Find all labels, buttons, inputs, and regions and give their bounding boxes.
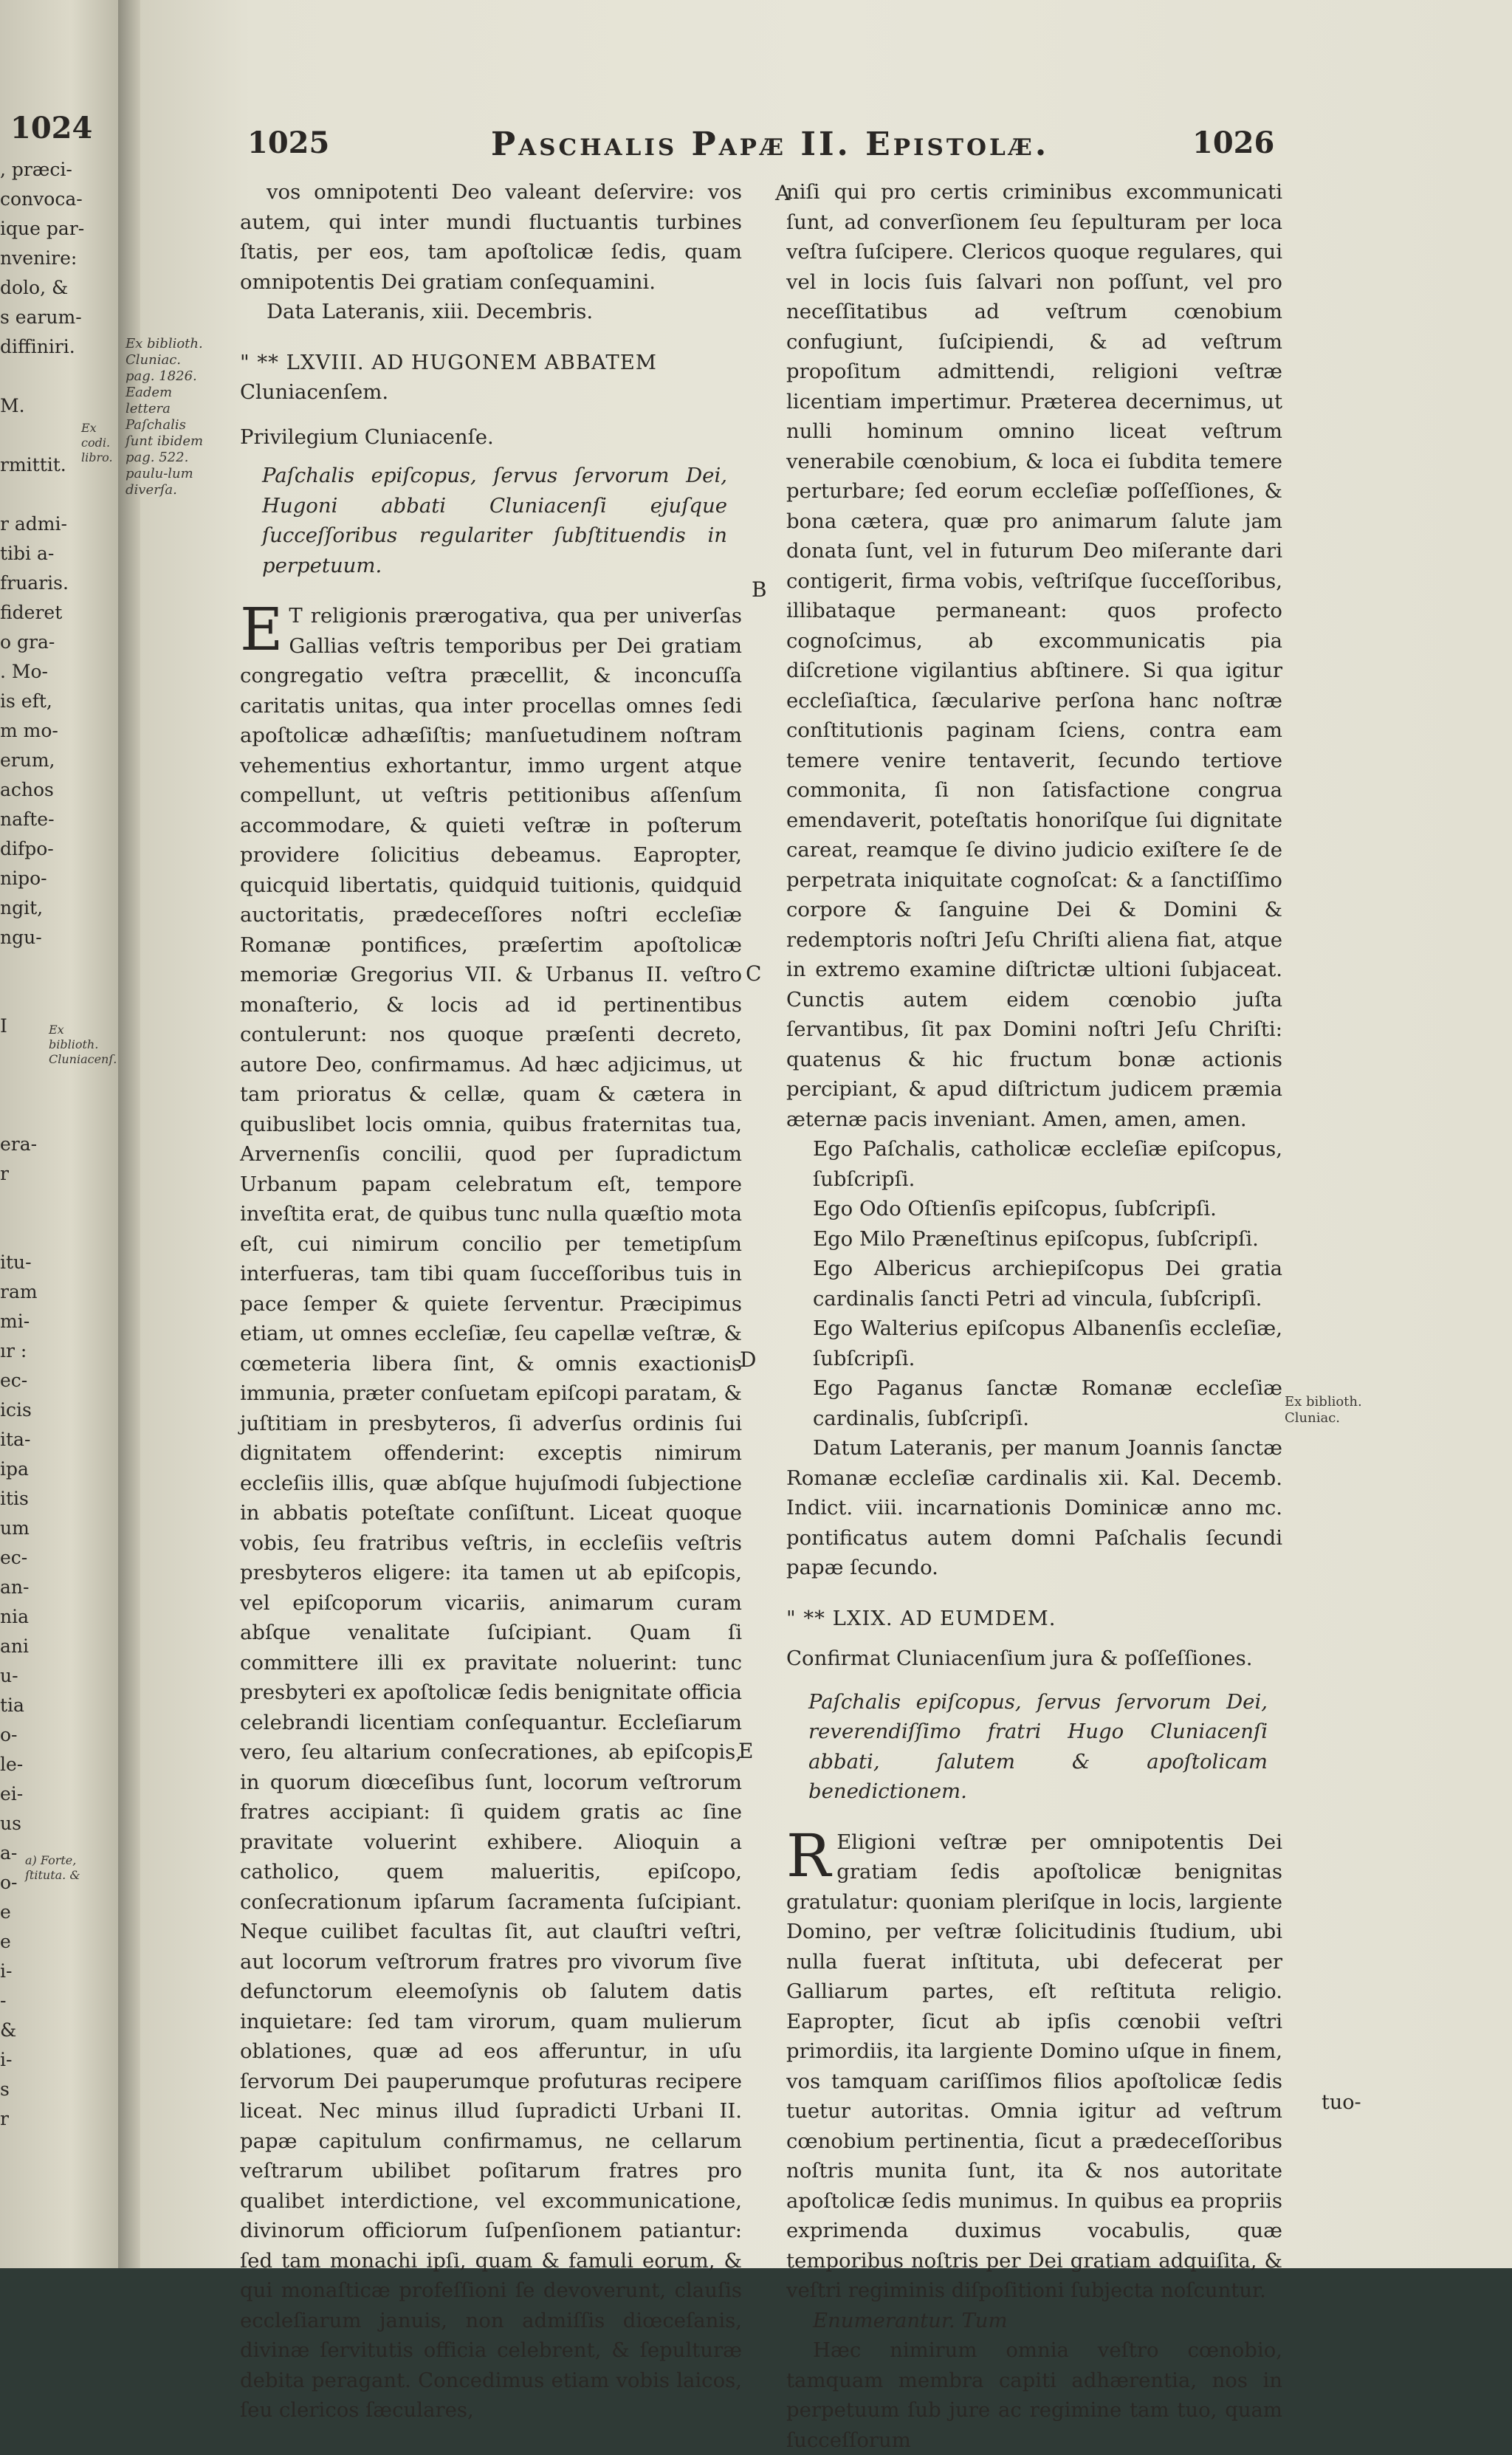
left-page-number: 1025 [247,126,330,160]
previous-page-fragment [0,362,111,391]
previous-page-fragment: ec- [0,1547,28,1568]
signature-line: Ego Albericus archiepiſcopus Dei gratia cardinalis ſancti Petri ad vincula, ſubſcripſi. [813,1257,1282,1311]
previous-page-fragment: fruaris. [0,572,69,594]
signature-line: Ego Walterius epiſcopus Albanenſis eccleſiæ, ſubſcripſi. [813,1316,1282,1370]
letter-heading-recipient: Cluniacenſem. [240,380,389,404]
previous-page-fragment: us [0,1813,21,1834]
date-line: Data Lateranis, xiii. Decembris. [267,300,594,323]
previous-page-fragment: ani [0,1635,30,1657]
previous-page-edge [0,0,118,2268]
left-column [240,177,742,2425]
previous-page-fragment: a- [0,1842,18,1864]
previous-page-fragment: e [0,1901,11,1923]
previous-page-fragment: r admi- [0,513,67,535]
previous-page-fragment: tibi a- [0,543,55,564]
previous-page-note: Ex codi. libro. [81,421,113,464]
signature-line: Ego Paſchalis, catholicæ eccleſiæ epiſcopus, ſubſcripſi. [813,1137,1282,1191]
previous-page-fragment: i- [0,2049,13,2070]
letter-address: Paſchalis epiſcopus, ſervus ſervorum Dei, Hugoni abbati Cluniacenſi ejuſque ſucceſſoribus regulariter ſubſtituendis in perpetuum. [262,464,727,577]
previous-page-fragment: & [0,2019,17,2041]
previous-page-fragment: icis [0,1399,32,1421]
margin-letter-b: B [752,577,767,602]
letter-body-lxix-end: Hæc nimirum omnia veſtro cœnobio, tamquam membra capiti adhærentia, nos in perpetuum ſub jure ac regimine tam tuo, quam ſucceſſorum [786,2338,1282,2452]
margin-letter-d: D [740,1347,757,1372]
previous-page-fragment: convoca- [0,188,83,210]
letter-subtitle-lxix: Confirmat Cluniacenſium jura & poſſeſſiones. [786,1647,1253,1670]
letter-body: ET religionis prærogativa, qua per univerſas Gallias veſtris temporibus per Dei gratiam congregatio veſtra præcellit, & inconcuſſa caritatis unitas, qua inter procellas omnes ſedi apoſtolicæ adhæſiſtis; manſuetudinem noſtram vehementius exhortantur, immo urgent atque compellunt, ut veſtris petitionibus aſſenſum accommodare, & quieti veſtræ in poſterum providere ſolicitius debeamus. Eapropter, quicquid libertatis, quidquid tuitionis, quidquid auctoritatis, prædeceſſores noſtri eccleſiæ Romanæ pontifices, præſertim apoſtolicæ memoriæ Gregorius VII. & Urbanus II. veſtro monaſterio, & locis ad id pertinentibus contulerunt: nos quoque præſenti decreto, autore Deo, confirmamus. Ad hæc adjicimus, ut tam prioratus & cellæ, quam & cætera in quibuslibet locis omnia, quibus fraternitas tua, Arvernenſis concilii, quod per ſupradictum Urbanum papam celebratum eſt, tempore inveſtita erat, de quibus tunc nulla quæſtio mota eſt, cui nimirum concilio per temetipſum interfueras, tam tibi quam ſucceſſoribus tuis in pace ſemper & quiete ſerventur. Præcipimus etiam, ut omnes eccleſiæ, ſeu capellæ veſtræ, & cœmeteria libera ſint, & omnis exactionis immunia, præter conſuetam epiſcopi paratam, & juſtitiam in presbyteros, ſi adverſus ordinis ſui dignitatem offenderint: exceptis nimirum eccleſiis illis, quæ abſque hujuſmodi ſubjectione in abbatis poteſtate conſiſtunt. Liceat quoque vobis, ſeu fratribus veſtris, in eccleſiis veſtris presbyteros eligere: ita tamen ut ab epiſcopis, vel epiſcoporum vicariis, animarum curam abſque venalitate ſuſcipiant. Quam ſi committere illi ex pravitate noluerint: tunc presbyteri ex apoſtolicæ ſedis benignitate officia celebrandi licentiam conſequantur. Eccleſiarum vero, ſeu altarium conſecrationes, ab epiſcopis, in quorum diœceſibus ſunt, locorum veſtrorum fratres accipiant: ſi quidem gratis ac ſine pravitate voluerint exhibere. Alioquin a catholico, quem malueritis, epiſcopo, conſecrationum ipſarum ſacramenta ſuſcipiant. Neque cuilibet facultas ſit, aut clauſtri veſtri, aut locorum veſtrorum fratres pro vivorum ſive defunctorum eleemoſynis ob ſalutem datis inquietare: ſed tam virorum, quam mulierum oblationes, quæ ad eos afferuntur, in uſu ſervorum Dei pauperumque profuturas recipere liceat. Nec minus illud ſupradicti Urbani II. papæ capitulum confirmamus, ne cellarum veſtrarum ubilibet poſitarum fratres pro qualibet interdictione, vel excommunicatione, divinorum officiorum ſuſpenſionem patiantur: ſed tam monachi ipſi, quam & famuli eorum, & qui monaſticæ profeſſioni ſe devoverunt, clauſis eccleſiarum januis, non admiſſis diœceſanis, divinæ ſervitutis officia celebrent, & ſepulturæ debita peragant. Concedimus etiam vobis laicos, ſeu clericos ſæculares, [240,595,742,2422]
letter-heading-lxviii: " ** LXVIII. AD HUGONEM ABBATEM [240,350,657,374]
letter-heading-lxix: " ** LXIX. AD EUMDEM. [786,1606,1056,1630]
previous-page-fragment [0,1218,111,1248]
previous-page-fragment: I [0,1015,7,1037]
previous-page-fragment: tia [0,1695,24,1716]
previous-page-fragment: - [0,1990,7,2011]
previous-page-fragment: diffiniri. [0,336,75,357]
signature-line: Ego Milo Præneſtinus epiſcopus, ſubſcripſi. [813,1226,1259,1251]
letter-address-lxix: Paſchalis epiſcopus, ſervus ſervorum Dei, reverendiſſimo fratri Hugo Cluniacenſi abbati, ſalutem & apoſtolicam benedictionem. [808,1689,1268,1803]
previous-page-fragment [0,1189,111,1218]
previous-page-fragment: o gra- [0,631,55,653]
previous-page-fragment: nipo- [0,868,47,889]
previous-page-fragment [0,480,111,509]
previous-page-fragment: o- [0,1724,18,1745]
previous-page-fragment: nia [0,1606,30,1627]
previous-page-fragment: ec- [0,1370,28,1391]
previous-page-fragment: le- [0,1754,24,1775]
margin-letter-c: C [746,961,762,986]
previous-page-fragment: r [0,2108,9,2129]
signature-line: Ego Odo Oſtienſis epiſcopus, ſubſcripſi. [813,1197,1217,1220]
signature-line: Ego Paganus ſanctæ Romanæ eccleſiæ cardinalis, ſubſcripſi. [813,1376,1282,1430]
book-page [126,0,1512,2452]
enumeration-note: Enumerantur. Tum [813,2308,1008,2332]
previous-page-fragment: M. [0,395,25,416]
running-title: Paschalis Papæ II. Epistolæ. [491,126,1050,163]
previous-page-fragment: an- [0,1576,30,1598]
previous-page-fragment: erum, [0,749,55,771]
previous-page-fragment: ngit, [0,897,44,919]
previous-page-note: a) Forte, ſtituta. & [25,1853,80,1882]
previous-page-fragment: , præci- [0,159,72,180]
previous-page-fragment: o- [0,1872,18,1893]
previous-page-fragment: ır : [0,1340,27,1362]
previous-page-fragment: s [0,2078,10,2100]
margin-letter-e: E [738,1739,754,1763]
right-column [786,177,1282,2455]
previous-page-fragment: . Mo- [0,661,48,682]
previous-page-fragment: nvenire: [0,247,78,269]
previous-page-fragment [0,982,111,1012]
datum-line: Datum Lateranis, per manum Joannis ſanctæ Romanæ eccleſiæ cardinalis xii. Kal. Decemb. Indict. viii. incarnationis Dominicæ anno mc. pontificatus autem domni Paſchalis ſecundi papæ ſecundo. [786,1436,1282,1579]
previous-page-fragment: ita- [0,1429,31,1450]
previous-page-number: 1024 [10,111,93,145]
catchword: tuo- [1322,2091,1361,2114]
previous-page-fragment [0,1100,111,1130]
previous-page-fragment: ngu- [0,927,42,948]
previous-page-fragment: e [0,1931,11,1952]
signature-list [786,1134,1282,1433]
right-margin-note: Ex biblioth. Cluniac. [1285,1394,1362,1426]
previous-page-fragment: r [0,1163,9,1184]
previous-page-fragment: m mo- [0,720,58,741]
previous-page-fragment: i- [0,1960,13,1982]
previous-page-fragment: u- [0,1665,18,1686]
letter-continuation: niſi qui pro certis criminibus excommunicati ſunt, ad converſionem ſeu ſepulturam per loca veſtra ſuſcipere. Clericos quoque regulares, qui vel in locis ſuis ſalvari non poſſunt, vel pro neceſſitatibus ad veſtrum cœnobium confugiunt, ſuſcipiendi, & ad veſtrum propoſitum admittendi, religioni veſtræ licentiam impertimur. Præterea decernimus, ut nulli hominum omnino liceat veſtrum venerabile cœnobium, & loca ei ſubdita temere perturbare; ſed eorum eccleſiæ poſſeſſiones, & bona cætera, quæ pro animarum ſalute jam donata ſunt, vel in futurum Deo miſerante dari contigerit, firma vobis, veſtriſque ſucceſſoribus, illibataque permaneant: quos profecto cognoſcimus, ab excommunicatis pia diſcretione vigilantius abſtinere. Si qua igitur eccleſiaſtica, ſæcularive perſona hanc noſtræ conſtitutionis paginam ſciens, contra eam temere venire tentaverit, ſecundo tertiove commonita, ſi non ſatisfactione congrua emendaverit, poteſtatis honoriſque ſui dignitate careat, reamque ſe divino judicio exiſtere ſe de perpetrata iniquitate cognoſcat: & a ſanctiſſimo corpore & ſanguine Dei & Domini & redemptoris noſtri Jeſu Chriſti aliena fiat, atque in extremo examine diſtrictæ ultioni ſubjaceat. Cunctis autem eidem cœnobio juſta ſervantibus, ſit pax Domini noſtri Jeſu Chriſti: quatenus & hic fructum bonæ actionis percipiant, & apud diſtrictum judicem præmia æternæ pacis inveniant. Amen, amen, amen. [786,180,1282,1131]
margin-letter-a: A [775,181,791,205]
left-margin-note: Ex biblioth. Cluniac. pag. 1826. Eadem lettera Paſchalis ſunt ibidem pag. 522. paulu-lum diverſa. [126,336,204,498]
previous-page-fragment: s earum- [0,306,82,328]
previous-page-fragment: mi- [0,1311,30,1332]
intro-paragraph: vos omnipotenti Deo valeant deſervire: vos autem, qui inter mundi fluctuantis turbines ſtatis, per eos, tam apoſtolicæ ſedis, quam omnipotentis Dei gratiam conſequamini. [240,180,742,294]
previous-page-fragment: nafte- [0,808,55,830]
previous-page-fragment: um [0,1517,30,1539]
letter-body-lxix: REligioni veſtræ per omnipotentis Dei gratiam ſedis apoſtolicæ benignitas gratulatur: quoniam pleriſque in locis, largiente Domino, per veſtræ ſolicitudinis ſtudium, ubi nulla fuerat inſtituta, ubi defecerat per Galliarum partes, eſt reſtituta religio. Eapropter, ſicut ab ipſis cœnobii veſtri primordiis, ita largiente Domino uſque in finem, vos tamquam cariſſimos filios apoſtolicæ ſedis tuetur autoritas. Omnia igitur ad veſtrum cœnobium pertinentia, ſicut a prædeceſſoribus noſtris munita ſunt, ita & nos autoritate apoſtolicæ ſedis munimus. In quibus ea propriis exprimenda duximus vocabulis, quæ temporibus noſtris per Dei gratiam adquiſita, & veſtri regiminis diſpoſitioni ſubjecta noſcuntur. [786,1821,1282,2302]
previous-page-fragment: itis [0,1488,29,1509]
previous-page-note: Ex biblioth. Cluniacenſ. [49,1023,117,1066]
previous-page-fragment: itu- [0,1251,32,1273]
previous-page-fragment: ipa [0,1458,29,1480]
previous-page-fragment: difpo- [0,838,54,859]
previous-page-fragment: rmittit. [0,454,66,475]
letter-subtitle: Privilegium Cluniacenſe. [240,425,494,449]
right-page-number: 1026 [1192,126,1275,160]
previous-page-fragment: dolo, & [0,277,69,298]
previous-page-fragment: fideret [0,602,63,623]
previous-page-fragment: ei- [0,1783,24,1805]
previous-page-fragment [0,952,111,982]
previous-page-fragment: ram [0,1281,38,1302]
previous-page-fragment: achos [0,779,54,800]
previous-page-fragment: era- [0,1133,38,1155]
previous-page-fragment: is eft, [0,690,52,712]
previous-page-fragment: ique par- [0,218,85,239]
previous-page-fragment [0,1071,111,1100]
